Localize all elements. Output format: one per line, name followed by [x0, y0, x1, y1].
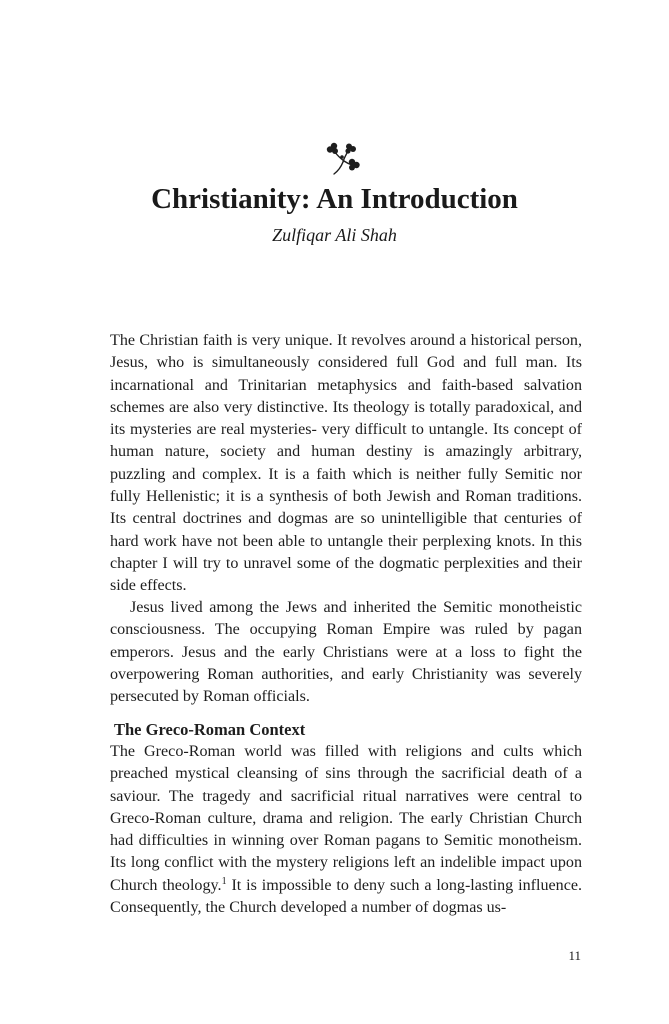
paragraph-greco-roman: [110, 741, 582, 919]
page-number: 11: [568, 948, 581, 963]
paragraph-text-part-2: It is impossible to deny such a long-lasting influence. Consequently, the Church developed a number of dogmas us-: [110, 876, 582, 917]
section-heading: The Greco-Roman Context: [114, 720, 306, 739]
paragraph-text-part-1: The Greco-Roman world was filled with religions and cults which preached mystical cleansing of sins through the sacrificial death of a saviour. The tragedy and sacrificial ritual narratives were central to Greco-Roman culture, drama and religion. The early Christian Church had difficulties in winning over Roman pagans to Semitic monotheism. Its long conflict with the mystery religions left an indelible impact upon Church theology.: [110, 743, 582, 894]
footnote-marker[interactable]: 1: [221, 875, 227, 887]
chapter-title: Christianity: An Introduction: [151, 183, 518, 215]
paragraph-jesus-context: Jesus lived among the Jews and inherited the Semitic monotheistic consciousness. The occupying Roman Empire was ruled by pagan emperors. Jesus and the early Christians were at a loss to fight the overpowering Roman authorities, and early Christianity was severely persecuted by Roman officials.: [110, 599, 582, 706]
clover-sprig-icon: [322, 140, 366, 176]
paragraph-intro: The Christian faith is very unique. It revolves around a historical person, Jesus, who is simultaneously considered full God and full man. Its incarnational and Trinitarian metaphysics and faith-based salvation schemes are also very distinctive. Its theology is totally paradoxical, and its mysteries are real mysteries- very difficult to untangle. Its concept of human nature, society and human destiny is amazingly arbitrary, puzzling and complex. It is a faith which is neither fully Semitic nor fully Hellenistic; it is a synthesis of both Jewish and Roman traditions. Its central doctrines and dogmas are so unintelligible that centuries of hard work have not been able to untangle their perplexing knots. In this chapter I will try to unravel some of the dogmatic perplexities and their side effects.: [110, 332, 582, 595]
chapter-author: Zulfiqar Ali Shah: [272, 225, 397, 245]
